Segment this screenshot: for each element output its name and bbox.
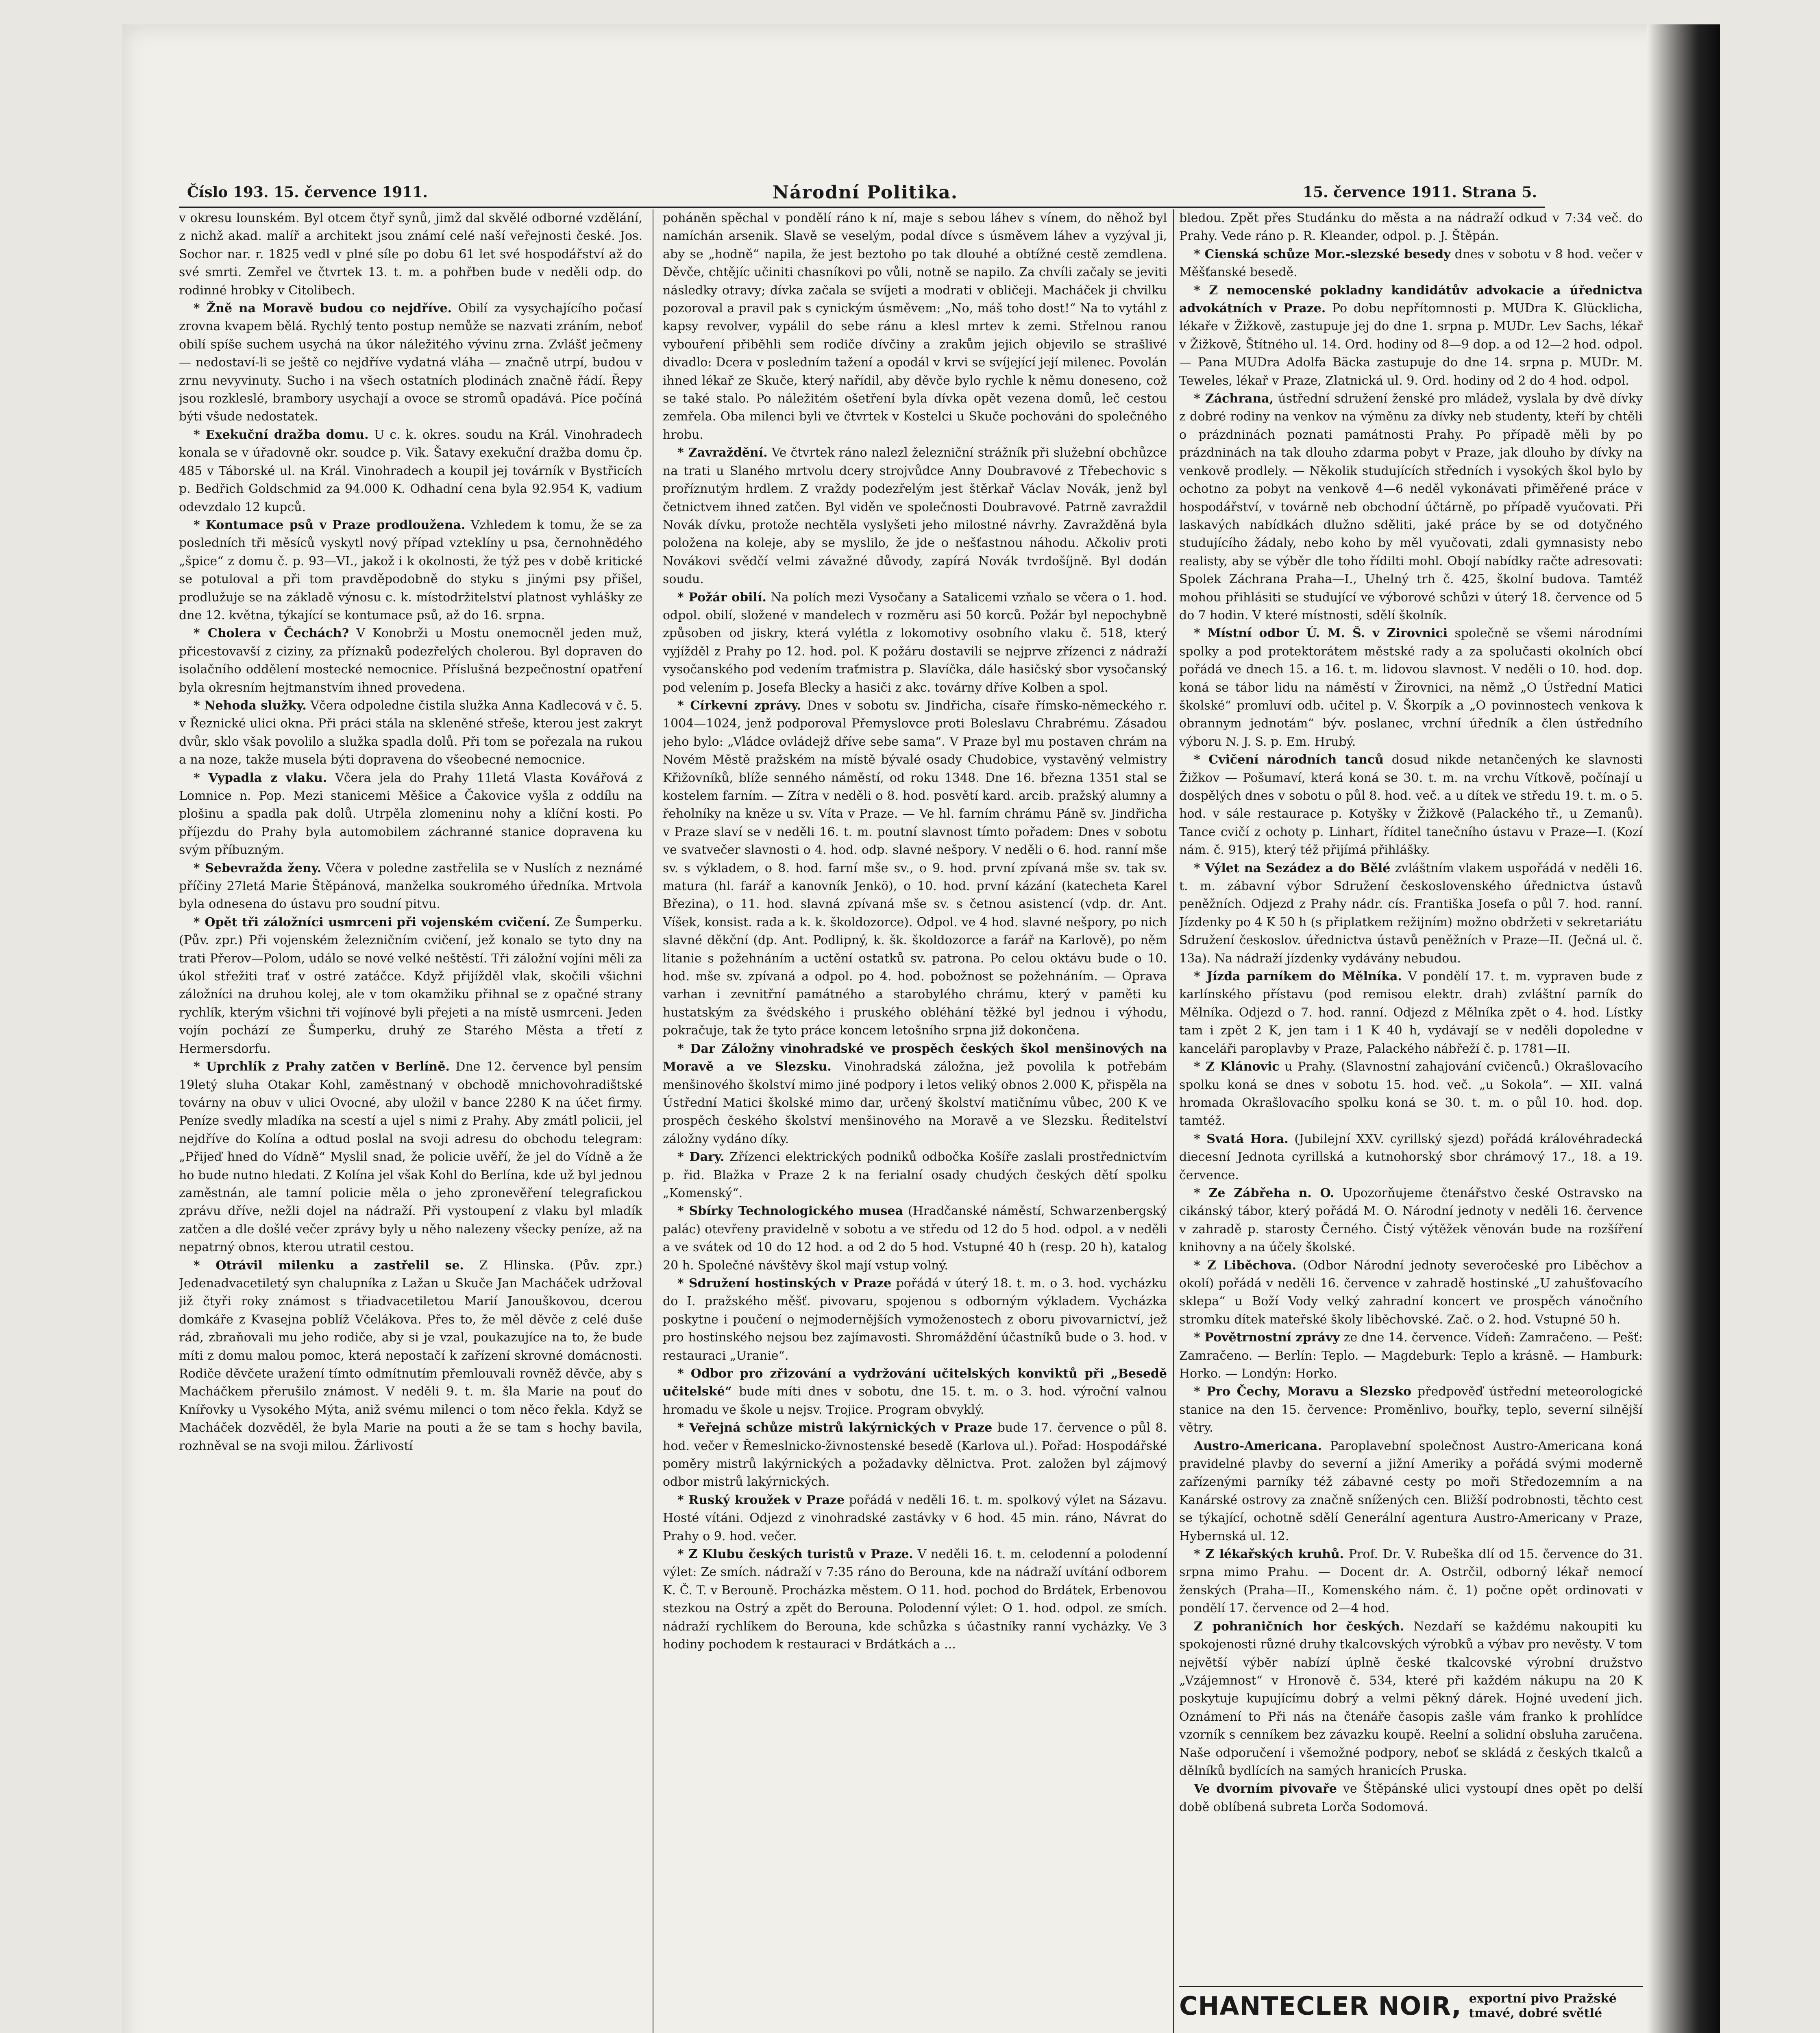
article-paragraph — [179, 300, 642, 426]
advertisement — [1179, 1986, 1643, 2021]
article-headline: * Záchrana, — [1194, 392, 1274, 406]
article-headline: * Povětrnostní zprávy — [1194, 1330, 1340, 1345]
article-paragraph — [663, 1365, 1167, 1419]
ad-text — [1469, 1992, 1617, 2021]
article-paragraph — [663, 1040, 1167, 1148]
article-text: Včera v poledne zastřelila se v Nuslích z neznámé příčiny 27letá Marie Štěpánová, manželka soukromého úředníka. Mrtvola byla odnesena do ústavu pro soudní pitvu. — [179, 861, 642, 912]
article-text: V pondělí 17. t. m. vypraven bude z karlínského přístavu (pod remisou elektr. drah) zvláštní parník do Mělníka. Odjezd o 7. hod. ranní. Odjezd z Mělníka zpět o 4. hod. Lístky tam i zpět 2 K, jen tam i 1 K 40 h, vydávají se v neděli dopoledne v kanceláři paroplavby v Praze, Palackého nábřeží č. p. 1781—II. — [1179, 969, 1643, 1056]
page-edge-shadow — [1647, 24, 1720, 2033]
article-paragraph — [179, 1257, 642, 1455]
column-3 — [1179, 209, 1643, 2033]
article-paragraph — [1179, 751, 1643, 859]
article-paragraph — [1179, 1383, 1643, 1437]
article-text: ve Štěpánské ulici vystoupí dnes opět po delší době oblíbená subreta Lorča Sodomová. — [1179, 1782, 1643, 1814]
article-text: bude míti dnes v sobotu, dne 15. t. m. o 3. hod. výroční valnou hromadu ve škole u nejsv. Trojice. Program obvyklý. — [663, 1384, 1167, 1417]
article-text: Prof. Dr. V. Rubeška dlí od 15. července do 31. srpna mimo Prahu. — Docent dr. A. Ostrčil, odborný lékař nemocí ženských (Praha—II., Komenského nám. č. 1) počne opět ordinovati v pondělí 17. července od 2—4 hod. — [1179, 1547, 1643, 1616]
article-headline: * Cvičení národních tanců — [1194, 753, 1384, 767]
article-text: bude 17. července o půl 8. hod. večer v Řemeslnicko-živnostenské besedě (Karlova ul.). Pořad: Hospodářské poměry mistrů lakýrnických a požadavky dělnictva. Prot. založen byl zájmový odbor mistrů lakýrnických. — [663, 1421, 1167, 1489]
article-text: V Konobrži u Mostu onemocněl jeden muž, přicestovavší z ciziny, za příznaků podezřelých cholerou. Byl dopraven do isolačního oddělení mostecké nemocnice. Příslušná bezpečnostní opatření byla okresním hejtmanstvím ihned provedena. — [179, 626, 642, 695]
article-text: V neděli 16. t. m. celodenní a polodenní výlet: Ze smích. nádraží v 7:35 ráno do Berouna, kde na nádraží uvítání odborem K. Č. T. v Berouně. Procházka městem. O 11. hod. pochod do Brdátek, Erbenovou stezkou na Ostrý a zpět do Berouna. Polodenní výlet: O 1. hod. odpol. ze smích. nádraží rychlíkem do Berouna, kde schůzka s účastníky ranní vycházky. Ve 3 hodiny pochodem k restauraci v Brdátkách a ... — [663, 1547, 1167, 1652]
article-headline: * Vypadla z vlaku. — [194, 771, 327, 785]
article-headline: * Cienská schůze Mor.-slezské besedy — [1194, 247, 1451, 261]
article-text: Dne 12. července byl pensím 19letý sluha Otakar Kohl, zaměstnaný v obchodě mnichovohradištské továrny na obuv v ulici Ovocné, aby uložil v bance 2280 K na účet firmy. Peníze svedly mladíka na scestí a ujel s nimi z Prahy. Aby zmátl policii, jel nejdříve do Kolína a odtud poslal na svoji adresu do obchodu telegram: „Přijeď hned do Vídně“ Myslil snad, že policie uvěří, že jel do Vídně a že ho bude nutno hledati. Z Kolína jel však Kohl do Berlína, kde už byl jednou zaměstnán, ale tamní policie měla o jeho zpronevěření telegrafickou zprávu dříve, nežli dojel na nádraží. Při vystoupení z vlaku byl mladík zatčen a dle došlé večer zprávy byly u něho nalezeny všecky peníze, až na nepatrný obnos, kterou utratil cestou. — [179, 1060, 642, 1255]
article-text: společně se všemi národními spolky a pod protektorátem městské rady a za spolučasti okolních obcí pořádá ve dnech 15. a 16. t. m. lidovou slavnost. V neděli o 10. hod. dop. koná se tábor lidu na náměstí v Žirovnici, na němž „O Ústřední Matici školské“ promluví odb. učitel p. V. Škorpík a „O povinnostech venkova k obrannym jednotám“ býv. poslanec, vrchní úředník a člen ústředního výboru N. J. S. p. Em. Hrubý. — [1179, 626, 1643, 749]
article-headline: * Z Liběchova. — [1194, 1258, 1297, 1273]
article-headline: * Uprchlík z Prahy zatčen v Berlíně. — [194, 1060, 450, 1074]
article-paragraph — [1179, 246, 1643, 282]
article-paragraph — [1179, 1618, 1643, 1781]
article-headline: * Z lékařských kruhů. — [1194, 1547, 1344, 1562]
column-2 — [663, 209, 1167, 2033]
article-headline: * Kontumace psů v Praze prodloužena. — [194, 518, 466, 532]
article-headline: * Veřejná schůze mistrů lakýrnických v Praze — [677, 1421, 993, 1435]
article-headline: * Z nemocenské pokladny kandidátův advokacie a úřednictva advokátních v Praze. — [1179, 283, 1643, 316]
article-paragraph — [1179, 968, 1643, 1058]
article-text: Na polích mezi Vysočany a Satalicemi vzňalo se včera o 1. hod. odpol. obilí, složené v mandelech v rozměru asi 50 korců. Požár byl nepochybně způsoben od jiskry, která vylétla z lokomotivy osobního vlaku č. 518, který vyjížděl z Prahy po 12. hod. pol. K požáru dostavili se nejprve zřízenci z nádraží vysočanského pod vedením traťmistra p. Slavíčka, dále hasičský sbor vysočanský pod velením p. Josefa Blecky a hasiči z akc. továrny dříve Kolben a spol. — [663, 590, 1167, 695]
article-paragraph — [1179, 1130, 1643, 1184]
masthead: Národní Politika. — [772, 182, 958, 203]
article-paragraph — [663, 1202, 1167, 1275]
article-paragraph — [1179, 1058, 1643, 1130]
article-text: Ze Šumperku. (Pův. zpr.) Při vojenském železničním cvičení, jež konalo se tyto dny na trati Přerov—Polom, událo se nové velké neštěstí. Tři záložní vojíni měli za úkol střežiti trať v ostré zatáčce. Když přijížděl vlak, skočili všichni záložníci na druhou kolej, ale v tom okamžiku přihnal se z opačné strany rychlík, kterým všichni tři vojínové byli přejeti a na místě usmrceni. Jeden vojín pochází ze Šumperku, druhý ze Starého Města a třetí z Hermersdorfu. — [179, 915, 642, 1056]
article-headline: * Nehoda služky. — [194, 698, 307, 713]
article-paragraph — [1179, 209, 1643, 246]
article-text: Včera odpoledne čistila služka Anna Kadlecová v č. 5. v Řeznické ulici okna. Při práci stála na skleněné střeše, kterou jest zakryt dvůr, sklo však povolilo a služka spadla dolů. Při tom se pořezala na rukou a na noze, takže musela býti dopravena do všeobecné nemocnice. — [179, 698, 642, 767]
article-headline: * Sdružení hostinských v Praze — [677, 1276, 892, 1291]
article-paragraph — [1179, 1545, 1643, 1618]
article-paragraph — [663, 1491, 1167, 1545]
article-headline: * Dar Záložny vinohradské ve prospěch českých škol menšinových na Moravě a ve Slezsku. — [663, 1041, 1167, 1074]
article-headline: * Žně na Moravě budou co nejdříve. — [194, 301, 452, 316]
page-header — [187, 178, 1537, 207]
article-paragraph — [663, 1545, 1167, 1654]
article-paragraph — [663, 209, 1167, 444]
article-headline: * Sebevražda ženy. — [194, 861, 322, 875]
article-text: bledou. Zpět přes Studánku do města a na nádraží odkud v 7:34 več. do Prahy. Vede ráno p. R. Kleander, odpol. p. J. Štěpán. — [1179, 211, 1643, 244]
article-paragraph — [179, 516, 642, 625]
article-paragraph — [663, 1419, 1167, 1491]
ad-line-1: exportní pivo Pražské — [1469, 1991, 1617, 2006]
article-headline: * Církevní zprávy. — [677, 698, 801, 713]
article-paragraph — [1179, 860, 1643, 968]
article-headline: * Místní odbor Ú. M. Š. v Zirovnici — [1194, 626, 1448, 641]
article-text: Paroplavební společnost Austro-Americana koná pravidelné plavby do severní a jižní Ameriky a pořádá svými moderně zařízenými parníky též zábavné cesty po moři Středozemním a na Kanárské ostrovy za značně snížených cen. Bližší podrobnosti, těchto cest se týkající, ochotně sdělí Generální agentura Austro-Americany v Praze, Hybernská ul. 12. — [1179, 1439, 1643, 1543]
article-text: ze dne 14. července. Vídeň: Zamračeno. — Pešť: Zamračeno. — Berlín: Teplo. — Magdeburk: Teplo a krásně. — Hamburk: Horko. — Londýn: Horko. — [1179, 1330, 1643, 1381]
article-text: Ve čtvrtek ráno nalezl železniční strážník při služební obchůzce na trati u Slaného mrtvolu dcery strojvůdce Anny Doubravové z Třebechovic s proříznutým hrdlem. Z vraždy podezřelým jest štěrkař Václav Novák, jenž byl četnictvem ihned zatčen. Byl viděn ve společnosti Doubravové. Patrně zavraždil Novák dívku, protože nechtěla vyslyšeti jeho milostné návrhy. Zavražděná byla položena na koleje, aby se myslilo, že jde o nešťastnou náhodu. Ačkoliv proti Novákovi svědčí velmi závažné důvody, zapírá Novák tvrdošíjně. Byl dodán soudu. — [663, 446, 1167, 587]
article-text: Obilí za vysychajícího počasí zrovna kvapem bělá. Rychlý tento postup nemůže se nazvati zráním, neboť obilí spíše suchem usychá na úkor náležitého vývinu zrna. Zvlášť ječmeny — nedostaví-li se ještě co nejdříve vydatná vláha — značně utrpí, budou v zrnu nevyvinuty. Sucho i na všech ostatních plodinách značně řádí. Řepy jsou rozkleslé, brambory usychají a ovoce se stromů opadává. Píce počíná býti všude nedostatek. — [179, 301, 642, 424]
article-paragraph — [1179, 1184, 1643, 1257]
article-paragraph — [1179, 1257, 1643, 1329]
article-paragraph — [179, 426, 642, 516]
article-text: (Hradčanské náměstí, Schwarzenbergský palác) otevřeny pravidelně v sobotu a ve středu od 12 do 5 hod. odpol. a v neděli a ve svátek od 10 do 12 hod. a od 2 do 5 hod. Vstupné 40 h (resp. 20 h), katalog 20 h. Společné návštěvy škol mají vstup volný. — [663, 1204, 1167, 1273]
article-paragraph — [663, 444, 1167, 588]
article-text: Vinohradská záložna, jež povolila k potřebám menšinového školství mimo jiné podpory i letos veliký obnos 2.000 K, přispěla na Ústřední Matici školské mimo dar, určený školství matičnímu vůbec, 200 K ve prospěch českého školství menšinového na Moravě a ve Slezsku. Ředitelství záložny vydáno díky. — [663, 1060, 1167, 1146]
article-text: Vzhledem k tomu, že se za posledních tři měsíců vyskytl nový případ vzteklíny u psa, černohnědého „špice“ z domu č. p. 93—VI., jakož i k okolnosti, že týž pes v době kritické se potuloval a při tom pravděpodobně do styku s jinými psy přišel, prodlužuje se na základě výnosu c. k. místodržitelství platnost vyhlášky ze dne 12. května, týkající se kontumace psů, až do 16. srpna. — [179, 518, 642, 623]
column-divider-2 — [1173, 209, 1174, 2033]
article-text: (Jubilejní XXV. cyrillský sjezd) pořádá královéhradecká diecesní Jednota cyrillská a kutnohorský sbor chrámový 17., 18. a 19. července. — [1179, 1132, 1643, 1182]
article-headline: * Ze Zábřeha n. O. — [1194, 1186, 1335, 1200]
article-headline: * Pro Čechy, Moravu a Slezsko — [1194, 1384, 1412, 1399]
article-text: pořádá v úterý 18. t. m. o 3. hod. vycházku do I. pražského měšť. pivovaru, spojenou s odborným výkladem. Vycházka poskytne i poučení o nejmodernějších vymoženostech z oboru pivovarnictví, jež pro hostinského nejsou bez zajímavosti. Shromáždění účastníků bude o 3. hod. v restauraci „Uranie“. — [663, 1276, 1167, 1363]
header-rule — [179, 207, 1545, 208]
article-text: (Odbor Národní jednoty severočeské pro Liběchov a okolí) pořádá v neděli 16. července v zahradě hostinské „U zahušťovacího sklepa“ u Boží Vody velký zahradní koncert ve prospěch vánočního stromku dítek mateřské školy liběchovské. Zač. o 2. hod. Vstupné 50 h. — [1179, 1258, 1643, 1327]
article-headline: * Exekuční dražba domu. — [194, 427, 369, 442]
article-text: Včera jela do Prahy 11letá Vlasta Kovářová z Lomnice n. Pop. Mezi stanicemi Měšice a Čakovice vyšla z oddílu na plošinu a spadla pak dolů. Utrpěla zlomeninu nohy a klíční kosti. Po příjezdu do Prahy byla automobilem záchranné stanice dopravena ku svým příbuzným. — [179, 771, 642, 858]
article-paragraph — [1179, 282, 1643, 390]
article-headline: Austro-Americana. — [1194, 1439, 1322, 1453]
article-paragraph — [1179, 1437, 1643, 1545]
issue-info: Číslo 193. 15. července 1911. — [187, 184, 428, 201]
article-paragraph — [1179, 1780, 1643, 1816]
article-text: předpověď ústřední meteorologické stanice na den 15. července: Proměnlivo, bouřky, teplo, severní silnější větry. — [1179, 1384, 1643, 1435]
article-paragraph — [179, 625, 642, 697]
article-paragraph — [663, 697, 1167, 1040]
article-paragraph — [179, 1058, 642, 1256]
article-paragraph — [179, 697, 642, 769]
article-text: poháněn spěchal v pondělí ráno k ní, maje s sebou láhev s vínem, do něhož byl namíchán arsenik. Slavě se veselým, podal dívce s úsměvem láhev a vyzýval ji, aby se „hodně“ napila, že jest beztoho po tak dlouhé a obtížné cestě zemdlena. Děvče, chtějíc učiniti chasníkovi po vůli, notně se napilo. Za chvíli začaly se jeviti následky otravy; dívka začala se svíjeti a modrati v obličeji. Macháček ji chvilku pozoroval a pravil pak s cynickým úsměvem: „No, máš toho dost!“ Na to vytáhl z kapsy revolver, vypálil do sebe ránu a klesl mrtev k zemi. Střelnou ranou vybouření přiběhli sem rodiče dívčiny a zrakům jejich objevilo se strašlivé divadlo: Dcera v posledním tažení a opodál v krvi se svíjející její milenec. Povolán ihned lékař ze Skuče, který nařídil, aby děvče bylo rychle k němu doneseno, což se také stalo. Po náležitém ošetření byla dívka opět vezena domů, leč cestou zemřela. Oba milenci byli ve čtvrtek v Kostelci u Skuče pochováni do společného hrobu. — [663, 211, 1167, 442]
article-headline: * Požár obilí. — [677, 590, 766, 605]
article-headline: * Sbírky Technologického musea — [677, 1204, 903, 1219]
article-text: Po dobu nepřítomnosti p. MUDra K. Glücklicha, lékaře v Žižkově, zastupuje jej do dne 1. srpna p. MUDr. Lev Sachs, lékař v Žižkově, Štítného ul. 14. Ord. hodiny od 8—9 dop. a od 12—2 hod. odpol. — Pana MUDra Adolfa Bäcka zastupuje do dne 14. srpna p. MUDr. M. Teweles, lékař v Praze, Zlatnická ul. 9. Ord. hodiny od 2 do 4 hod. odpol. — [1179, 301, 1643, 388]
article-headline: * Odbor pro zřizování a vydržování učitelských konviktů při „Besedě učitelské“ — [663, 1367, 1167, 1399]
article-headline: Ve dvorním pivovaře — [1194, 1782, 1337, 1796]
article-headline: * Z Klubu českých turistů v Praze. — [677, 1547, 913, 1562]
article-paragraph — [179, 769, 642, 860]
article-text: Dnes v sobotu sv. Jindřicha, císaře římsko-německého r. 1004—1024, jenž podporoval Přemyslovce proti Boleslavu Chrabrému. Zásadou jeho bylo: „Vládce ovládejž dříve sebe sama“. V Praze byl mu postaven chrám na Novém Městě pražském na místě bývalé osady Chudobice, vystavěný velmistry Křižovníků, blíže senného náměstí, od roku 1348. Dne 16. března 1351 stal se kostelem farním. — Zítra v neděli o 8. hod. posvětí kard. arcib. pražský alumny a řeholníky na kněze u sv. Víta v Praze. — Ve hl. farním chrámu Páně sv. Jindřicha v Praze slaví se v neděli 16. t. m. poutní slavnost tímto pořadem: Dnes v sobotu ve svatvečer slavnosti o 4. hod. odp. slavné nešpory. V neděli o 6. hod. ranní mše sv. s výkladem, o 8. hod. farní mše sv., o 9. hod. první zpívaná mše sv. tak sv. matura (hl. farář a kanovník Jenkö), o 10. hod. první kázání (katecheta Karel Březina), o 11. hod. slavná zpívaná mše sv. s četnou asistencí (vdp. dr. Ant. Víšek, konsist. rada a k. k. školdozorce). Odpol. ve 4 hod. slavné nešpory, po nich slavné děkční (dp. Ant. Podlipný, k. šk. školdozorce a farář na Karlově), po něm litanie s požehnáním a uctění ostatků sv. patrona. Po celou oktávu bude o 10. hod. mše sv. zpívaná a odpol. po 4. hod. pobožnost se požehnáním. — Oprava varhan i zevnitřní památného a starobylého chrámu, který v paměti ku hustatským za švédského i pruského obléhání těžké byl jednou i výhodu, pokračuje, tak že tyto práce koncem letošního srpna již dokončena. — [663, 698, 1167, 1038]
article-paragraph — [1179, 625, 1643, 751]
article-text: U c. k. okres. soudu na Král. Vinohradech konala se v úřadovně okr. soudce p. Vik. Šatavy exekuční dražba domu čp. 485 v Táborské ul. na Král. Vinohradech a koupil jej továrník v Bystřicích p. Bedřich Goldschmid za 94.000 K. Odhadní cena byla 92.954 K, vadium odevzdalo 12 kupců. — [179, 427, 642, 514]
article-paragraph — [663, 1148, 1167, 1202]
article-text: pořádá v neděli 16. t. m. spolkový výlet na Sázavu. Hosté vítáni. Odjezd z vinohradské zastávky v 6 hod. 45 min. ráno, Návrat do Prahy o 9. hod. večer. — [663, 1493, 1167, 1543]
article-headline: * Z Klánovic — [1194, 1060, 1280, 1074]
article-headline: Z pohraničních hor českých. — [1194, 1619, 1404, 1634]
article-headline: * Dary. — [677, 1150, 725, 1165]
article-text: zvláštním vlakem uspořádá v neděli 16. t. m. zábavní výbor Sdružení československého úřednictva ústavů peněžních. Odjezd z Prahy nádr. cís. Františka Josefa o půl 7. hod. ranní. Jízdenky po 4 K 50 h (s připlatkem režijním) možno obdržeti v sekretariátu Sdružení českoslov. úřednictva ústavů peněžních v Praze—II. (Ječná ul. č. 13a). Na nádraží jízdenky vydávány nebudou. — [1179, 861, 1643, 966]
article-paragraph — [179, 860, 642, 914]
article-headline: * Zavraždění. — [677, 446, 768, 460]
article-paragraph — [179, 914, 642, 1058]
ad-brand: CHANTECLER NOIR, — [1179, 1991, 1462, 2021]
article-text: Upozorňujeme čtenářstvo české Ostravsko na cikánský tábor, který pořádá M. O. Národní jednoty v neděli 16. července v zahradě p. starosty Černého. Čistý výtěžek věnován bude na rozšíření knihovny a na účely školské. — [1179, 1186, 1643, 1255]
article-text: u Prahy. (Slavnostní zahajování cvičenců.) Okrašlovacího spolku koná se dnes v sobotu 15. hod. več. „u Sokola“. — XII. valná hromada Okrašlovacího spolku koná se 30. t. m. o půl 10. hod. dop. tamtéž. — [1179, 1060, 1643, 1128]
article-headline: * Cholera v Čechách? — [194, 626, 349, 641]
article-headline: * Svatá Hora. — [1194, 1132, 1289, 1146]
article-paragraph — [1179, 390, 1643, 625]
date-page-info: 15. července 1911. Strana 5. — [1302, 184, 1537, 201]
article-paragraph — [1179, 1329, 1643, 1383]
column-1 — [179, 209, 642, 2033]
article-paragraph — [663, 589, 1167, 697]
article-text: v okresu lounském. Byl otcem čtyř synů, jimž dal skvělé odborné vzdělání, z nichž akad. malíř a architekt jsou známí celé naší veřejnosti české. Jos. Sochor nar. r. 1825 vedl v plné síle po dobu 61 let své hospodářství až do své smrti. Zemřel ve čtvrtek 13. t. m. a pohřben bude v neděli odp. do rodinné hrobky v Citolibech. — [179, 211, 642, 298]
article-headline: * Výlet na Sezádez a do Bělé — [1194, 861, 1391, 875]
article-text: Nezdaří se každému nakoupiti ku spokojenosti různé druhy tkalcovských výrobků a výbav pro nevěsty. V tom největší výběr nabízí úplně české tkalcovské výrobní družstvo „Vzájemnost“ v Hronově č. 534, které při každém nákupu na 20 K poskytuje kupujícímu dobrý a velmi pěkný dárek. Hojné uvedení jich. Oznámení to Při nás na čtenáře časopis zašle vám franko k prohlídce vzorník s cenníkem bez závazku koupě. Reelní a solidní obsluha zaručena. Naše odporučení i všemožné podpory, neboť se skládá z českých tkalců a dělníků bydlících na samých hranicích Pruska. — [1179, 1619, 1643, 1778]
ad-line-2: tmavé, dobré světlé — [1469, 2006, 1602, 2020]
article-text: Z Hlinska. (Pův. zpr.) Jedenadvacetiletý syn chalupníka z Lažan u Skuče Jan Macháček udržoval již čtyři roky známost s třiadvacetiletou Marií Janouškovou, dcerou domkáře z Kvasejna poblíž Včelákova. Přes to, že měl děvče z celé duše rád, zbraňovali mu jeho rodiče, aby si je vzal, poukazujíce na to, že bude míti z domu malou pomoc, která nepostačí k zařízení skrovné domácnosti. Rodiče děvčete uražení tímto odmítnutím přemlouvali rovněž děvče, aby s Macháčkem přerušilo známost. V neděli 9. t. m. šla Marie na pouť do Knířovky u Vysokého Mýta, aniž svému milenci o tom něco řekla. Když se Macháček dozvěděl, že byla Marie na pouti a že se tam s hochy bavila, rozhněval se na svoji milou. Žárlivostí — [179, 1258, 642, 1453]
article-headline: * Opět tři záložníci usmrceni při vojenském cvičení. — [194, 915, 551, 929]
article-headline: * Jízda parníkem do Mělníka. — [1194, 969, 1402, 984]
article-paragraph — [663, 1275, 1167, 1365]
article-text: Zřízenci elektrických podniků odbočka Košíře zaslali prostřednictvím p. řid. Blažka v Praze 2 k na ferialní osady chudých českých dětí spolku „Komenský“. — [663, 1150, 1167, 1200]
article-headline: * Otrávil milenku a zastřelil se. — [194, 1258, 464, 1273]
article-headline: * Ruský kroužek v Praze — [677, 1493, 845, 1507]
article-paragraph — [179, 209, 642, 300]
article-text: ústřední sdružení ženské pro mládež, vyslala by dvě dívky z dobré rodiny na venkov na výměnu za dívky neb studenty, kteří by chtěli o prázdninách poznati památnosti Prahy. Po případě měli by po prázdninách na tak dlouho zdarma pobyt v Praze, jak dlouho by dívky na venkově prodlely. — Několik studujících středních i vysokých škol bylo by ochotno za pobyt na venkově 4—6 neděl vykonávati přiměřené práce v hospodářství, v továrně neb obchodní účtárně, po případě vyučovati. Při laskavých nabídkách dlužno sděliti, jaké práce by se od dotyčného studujícího žádaly, nebo koho by měl vyučovati, zdali gymnasisty nebo realisty, aby se výběr dle toho řídilti mohl. Obojí nabídky račte adresovati: Spolek Záchrana Praha—I., Uhelný trh č. 425, školní budova. Tamtéž mohou přihlásiti se studující ve výborové schůzi v úterý 18. července od 5 do 7 hodin. V které místnosti, sdělí školník. — [1179, 392, 1643, 623]
article-text: dnes v sobotu v 8 hod. večer v Měšťanské besedě. — [1179, 247, 1643, 280]
article-text: dosud nikde netančených ke slavnosti Žižkov — Pošumaví, která koná se 30. t. m. na vrchu Vítkově, počínají u dospělých dnes v sobotu o půl 8. hod. več. a u dítek ve středu 19. t. m. o 5. hod. v sále restaurace p. Kotyšky v Žižkově (Palackého tř., u Zemanů). Tance cvičí z ochoty p. Linhart, říditel tanečního ústavu v Praze—I. (Kozí nám. č. 915), který též přijímá přihlášky. — [1179, 753, 1643, 858]
